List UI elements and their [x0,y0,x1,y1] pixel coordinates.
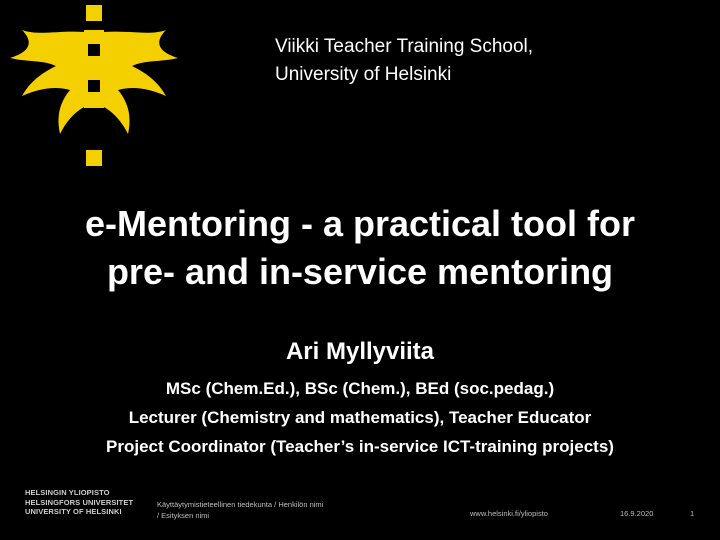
university-wordmark [25,488,133,517]
slide-footer [0,484,720,540]
page-number: 1 [690,509,695,518]
footer-date: 16.9.2020 [620,509,654,518]
slide-title [0,200,720,296]
institution-header [275,33,695,89]
credentials-project: Project Coordinator (Teacher’s in-service ICT-training projects) [106,437,614,456]
author-credentials [0,374,720,461]
slide-title-line1: e-Mentoring - a practical tool for [84,203,636,244]
footer-faculty [157,499,323,521]
slide-title-line2: pre- and in-service mentoring [106,251,614,292]
credentials-degrees: MSc (Chem.Ed.), BSc (Chem.), BEd (soc.pedag.) [165,379,555,398]
author-name: Ari Myllyviita [285,338,435,365]
university-name-en: UNIVERSITY OF HELSINKI [25,507,122,516]
helsinki-university-flame-logo [0,0,190,180]
university-name-sv: HELSINGFORS UNIVERSITET [25,497,134,507]
credentials-position: Lecturer (Chemistry and mathematics), Teacher Educator [128,408,592,427]
footer-url: www.helsinki.fi/yliopisto [470,509,548,518]
university-name-fi: HELSINGIN YLIOPISTO [25,488,110,497]
institution-header-line2: University of Helsinki [275,64,452,85]
footer-faculty-line1: Käyttäytymistieteellinen tiedekunta / Henkilön nimi [157,500,324,509]
institution-header-line1: Viikki Teacher Training School, [275,36,534,57]
footer-faculty-line2: / Esityksen nimi [157,511,210,520]
